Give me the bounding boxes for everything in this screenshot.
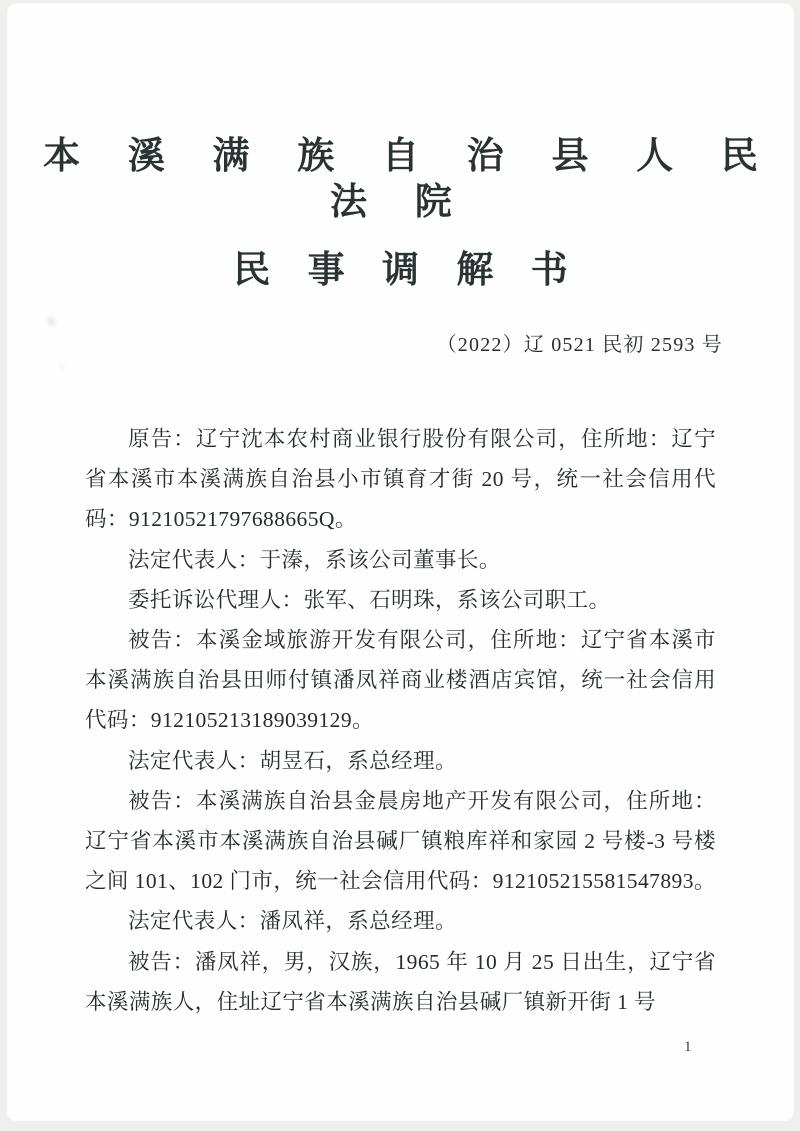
court-name-title: 本 溪 满 族 自 治 县 人 民 法 院 xyxy=(43,136,778,223)
case-number: （2022）辽 0521 民初 2593 号 xyxy=(436,334,723,356)
paragraph-defendant-2: 被告：本溪满族自治县金晨房地产开发有限公司，住所地：辽宁省本溪市本溪满族自治县碱厂镇粮库祥和家园 2 号楼-3 号楼之间 101、102 门市，统一社会信用代码：912105215581547893。 xyxy=(85,788,716,894)
paragraph-legal-representative-3: 法定代表人：潘凤祥，系总经理。 xyxy=(128,909,457,934)
paragraph-legal-representative-2: 法定代表人：胡昱石，系总经理。 xyxy=(128,748,457,773)
paragraph-defendant-3: 被告：潘凤祥，男，汉族，1965 年 10 月 25 日出生，辽宁省本溪满族人，住址辽宁省本溪满族自治县碱厂镇新开街 1 号 xyxy=(85,949,716,1014)
document-page xyxy=(7,3,794,1121)
document-type-title: 民 事 调 解 书 xyxy=(233,250,582,291)
paragraph-plaintiff: 原告：辽宁沈本农村商业银行股份有限公司，住所地：辽宁省本溪市本溪满族自治县小市镇育才街 20 号，统一社会信用代码：91210521797688665Q。 xyxy=(85,427,716,532)
paragraph-defendant-1: 被告：本溪金域旅游开发有限公司，住所地：辽宁省本溪市本溪满族自治县田师付镇潘凤祥商业楼酒店宾馆，统一社会信用代码：912105213189039129。 xyxy=(85,628,716,733)
document-body xyxy=(7,419,794,1022)
scan-smudge xyxy=(59,365,64,370)
paragraph-litigation-agents: 委托诉讼代理人：张军、石明珠，系该公司职工。 xyxy=(128,587,611,612)
scan-smudge xyxy=(48,317,55,326)
page-number: 1 xyxy=(684,1039,692,1055)
paragraph-legal-representative-1: 法定代表人：于溱，系该公司董事长。 xyxy=(128,547,501,572)
